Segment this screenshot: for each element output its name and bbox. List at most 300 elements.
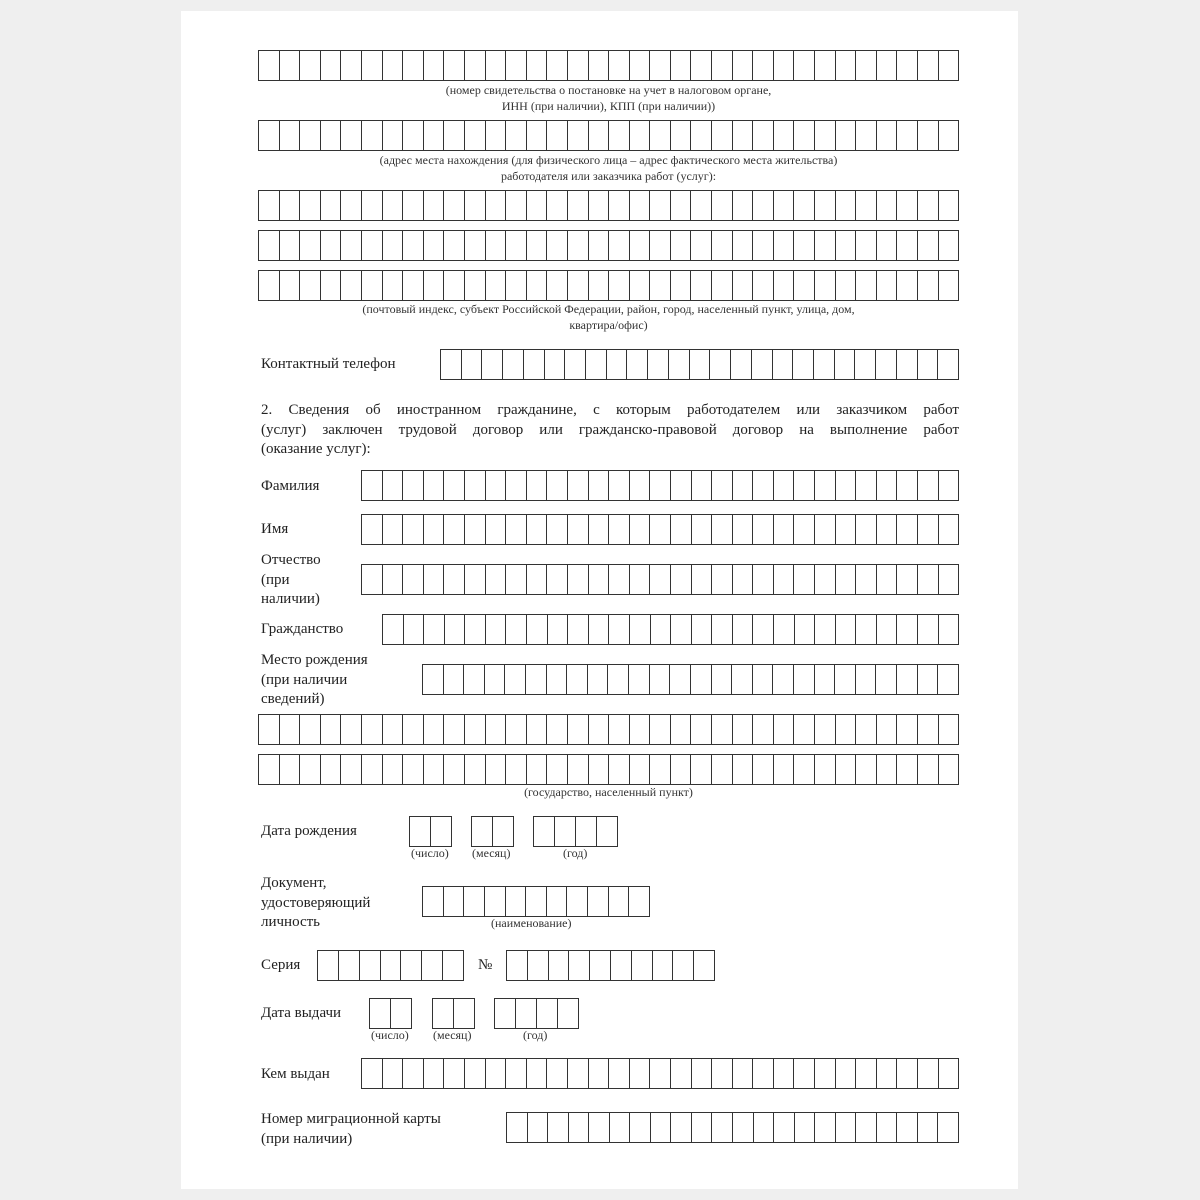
char-cell[interactable] <box>939 755 959 784</box>
char-cell[interactable] <box>506 231 527 260</box>
char-cell[interactable] <box>465 231 486 260</box>
char-cell[interactable] <box>568 121 589 150</box>
char-cell[interactable] <box>362 715 383 744</box>
char-cell[interactable] <box>774 565 795 594</box>
char-cell[interactable] <box>712 471 733 500</box>
char-cell[interactable] <box>650 51 671 80</box>
char-cell[interactable] <box>568 515 589 544</box>
char-cell[interactable] <box>464 887 485 916</box>
char-cell[interactable] <box>650 191 671 220</box>
char-cell[interactable] <box>733 515 754 544</box>
char-cell[interactable] <box>877 191 898 220</box>
char-cell[interactable] <box>321 271 342 300</box>
char-cell[interactable] <box>939 121 959 150</box>
char-cell[interactable] <box>589 231 610 260</box>
char-cell[interactable] <box>691 271 712 300</box>
char-cell[interactable] <box>569 951 590 980</box>
postal-address-boxes-1[interactable] <box>258 190 959 221</box>
document-name-boxes[interactable] <box>422 886 650 917</box>
char-cell[interactable] <box>691 121 712 150</box>
char-cell[interactable] <box>589 471 610 500</box>
char-cell[interactable] <box>753 471 774 500</box>
char-cell[interactable] <box>897 755 918 784</box>
issue-date-month-boxes[interactable] <box>432 998 475 1029</box>
char-cell[interactable] <box>506 515 527 544</box>
char-cell[interactable] <box>454 999 474 1028</box>
char-cell[interactable] <box>401 951 422 980</box>
char-cell[interactable] <box>321 231 342 260</box>
char-cell[interactable] <box>691 755 712 784</box>
char-cell[interactable] <box>611 951 632 980</box>
char-cell[interactable] <box>486 565 507 594</box>
char-cell[interactable] <box>527 191 548 220</box>
char-cell[interactable] <box>383 191 404 220</box>
char-cell[interactable] <box>897 271 918 300</box>
char-cell[interactable] <box>465 715 486 744</box>
char-cell[interactable] <box>528 1113 549 1142</box>
char-cell[interactable] <box>815 755 836 784</box>
char-cell[interactable] <box>588 887 609 916</box>
char-cell[interactable] <box>671 231 692 260</box>
char-cell[interactable] <box>815 191 836 220</box>
char-cell[interactable] <box>712 121 733 150</box>
char-cell[interactable] <box>712 231 733 260</box>
char-cell[interactable] <box>576 817 597 846</box>
char-cell[interactable] <box>568 471 589 500</box>
char-cell[interactable] <box>465 515 486 544</box>
char-cell[interactable] <box>547 665 568 694</box>
char-cell[interactable] <box>465 755 486 784</box>
postal-address-boxes-3[interactable] <box>258 270 959 301</box>
char-cell[interactable] <box>403 471 424 500</box>
char-cell[interactable] <box>836 755 857 784</box>
char-cell[interactable] <box>506 1059 527 1088</box>
char-cell[interactable] <box>486 231 507 260</box>
char-cell[interactable] <box>897 231 918 260</box>
char-cell[interactable] <box>712 665 733 694</box>
char-cell[interactable] <box>486 51 507 80</box>
char-cell[interactable] <box>609 715 630 744</box>
char-cell[interactable] <box>653 951 674 980</box>
char-cell[interactable] <box>918 271 939 300</box>
char-cell[interactable] <box>918 350 939 379</box>
char-cell[interactable] <box>300 231 321 260</box>
char-cell[interactable] <box>341 51 362 80</box>
char-cell[interactable] <box>506 887 527 916</box>
char-cell[interactable] <box>733 191 754 220</box>
char-cell[interactable] <box>795 1113 816 1142</box>
char-cell[interactable] <box>918 515 939 544</box>
char-cell[interactable] <box>733 615 754 644</box>
char-cell[interactable] <box>897 51 918 80</box>
char-cell[interactable] <box>671 191 692 220</box>
char-cell[interactable] <box>609 755 630 784</box>
char-cell[interactable] <box>465 191 486 220</box>
char-cell[interactable] <box>753 121 774 150</box>
char-cell[interactable] <box>856 1059 877 1088</box>
char-cell[interactable] <box>794 515 815 544</box>
char-cell[interactable] <box>691 665 712 694</box>
char-cell[interactable] <box>527 1059 548 1088</box>
char-cell[interactable] <box>710 350 731 379</box>
char-cell[interactable] <box>897 615 918 644</box>
char-cell[interactable] <box>424 715 445 744</box>
char-cell[interactable] <box>712 1113 733 1142</box>
char-cell[interactable] <box>753 565 774 594</box>
char-cell[interactable] <box>938 350 958 379</box>
char-cell[interactable] <box>794 665 815 694</box>
name-boxes[interactable] <box>361 514 959 545</box>
char-cell[interactable] <box>462 350 483 379</box>
char-cell[interactable] <box>424 271 445 300</box>
char-cell[interactable] <box>383 231 404 260</box>
char-cell[interactable] <box>671 715 692 744</box>
char-cell[interactable] <box>259 755 280 784</box>
char-cell[interactable] <box>516 999 537 1028</box>
char-cell[interactable] <box>939 471 959 500</box>
char-cell[interactable] <box>362 271 383 300</box>
char-cell[interactable] <box>774 1113 795 1142</box>
char-cell[interactable] <box>465 1059 486 1088</box>
char-cell[interactable] <box>794 755 815 784</box>
char-cell[interactable] <box>506 715 527 744</box>
char-cell[interactable] <box>815 231 836 260</box>
char-cell[interactable] <box>381 951 402 980</box>
char-cell[interactable] <box>547 121 568 150</box>
char-cell[interactable] <box>650 121 671 150</box>
char-cell[interactable] <box>794 231 815 260</box>
char-cell[interactable] <box>630 755 651 784</box>
char-cell[interactable] <box>897 665 918 694</box>
char-cell[interactable] <box>673 951 694 980</box>
char-cell[interactable] <box>609 121 630 150</box>
char-cell[interactable] <box>671 1113 692 1142</box>
char-cell[interactable] <box>609 615 630 644</box>
char-cell[interactable] <box>360 951 381 980</box>
char-cell[interactable] <box>321 51 342 80</box>
char-cell[interactable] <box>650 715 671 744</box>
char-cell[interactable] <box>651 615 672 644</box>
char-cell[interactable] <box>630 191 651 220</box>
char-cell[interactable] <box>815 665 836 694</box>
char-cell[interactable] <box>321 121 342 150</box>
char-cell[interactable] <box>939 191 959 220</box>
char-cell[interactable] <box>568 565 589 594</box>
char-cell[interactable] <box>609 191 630 220</box>
char-cell[interactable] <box>526 887 547 916</box>
char-cell[interactable] <box>939 1059 959 1088</box>
char-cell[interactable] <box>794 565 815 594</box>
char-cell[interactable] <box>753 755 774 784</box>
char-cell[interactable] <box>671 755 692 784</box>
char-cell[interactable] <box>733 1113 754 1142</box>
char-cell[interactable] <box>836 121 857 150</box>
char-cell[interactable] <box>794 271 815 300</box>
char-cell[interactable] <box>692 515 713 544</box>
char-cell[interactable] <box>939 565 959 594</box>
char-cell[interactable] <box>897 121 918 150</box>
char-cell[interactable] <box>403 191 424 220</box>
char-cell[interactable] <box>712 51 733 80</box>
char-cell[interactable] <box>485 887 506 916</box>
char-cell[interactable] <box>897 1113 918 1142</box>
char-cell[interactable] <box>589 1113 610 1142</box>
char-cell[interactable] <box>795 615 816 644</box>
char-cell[interactable] <box>547 715 568 744</box>
char-cell[interactable] <box>391 999 411 1028</box>
char-cell[interactable] <box>836 271 857 300</box>
char-cell[interactable] <box>733 471 754 500</box>
char-cell[interactable] <box>733 755 754 784</box>
char-cell[interactable] <box>259 271 280 300</box>
char-cell[interactable] <box>650 271 671 300</box>
char-cell[interactable] <box>590 951 611 980</box>
char-cell[interactable] <box>589 715 610 744</box>
char-cell[interactable] <box>733 231 754 260</box>
char-cell[interactable] <box>527 615 548 644</box>
char-cell[interactable] <box>527 121 548 150</box>
char-cell[interactable] <box>589 615 610 644</box>
char-cell[interactable] <box>650 1059 671 1088</box>
char-cell[interactable] <box>793 350 814 379</box>
char-cell[interactable] <box>464 665 485 694</box>
char-cell[interactable] <box>565 350 586 379</box>
char-cell[interactable] <box>856 665 877 694</box>
char-cell[interactable] <box>486 1059 507 1088</box>
char-cell[interactable] <box>897 1059 918 1088</box>
char-cell[interactable] <box>876 350 897 379</box>
char-cell[interactable] <box>524 350 545 379</box>
char-cell[interactable] <box>856 471 877 500</box>
char-cell[interactable] <box>630 565 651 594</box>
char-cell[interactable] <box>692 1059 713 1088</box>
char-cell[interactable] <box>918 51 939 80</box>
char-cell[interactable] <box>774 1059 795 1088</box>
char-cell[interactable] <box>630 1059 651 1088</box>
char-cell[interactable] <box>597 817 617 846</box>
char-cell[interactable] <box>444 1059 465 1088</box>
char-cell[interactable] <box>897 350 918 379</box>
char-cell[interactable] <box>527 755 548 784</box>
char-cell[interactable] <box>938 665 958 694</box>
char-cell[interactable] <box>280 51 301 80</box>
char-cell[interactable] <box>362 121 383 150</box>
char-cell[interactable] <box>259 231 280 260</box>
char-cell[interactable] <box>752 350 773 379</box>
char-cell[interactable] <box>773 350 794 379</box>
issue-date-day-boxes[interactable] <box>369 998 412 1029</box>
char-cell[interactable] <box>794 1059 815 1088</box>
char-cell[interactable] <box>486 471 507 500</box>
address-boxes[interactable] <box>258 120 959 151</box>
issue-date-year-boxes[interactable] <box>494 998 579 1029</box>
char-cell[interactable] <box>753 515 774 544</box>
char-cell[interactable] <box>383 1059 404 1088</box>
char-cell[interactable] <box>424 565 445 594</box>
char-cell[interactable] <box>815 1059 836 1088</box>
char-cell[interactable] <box>362 565 383 594</box>
char-cell[interactable] <box>444 515 465 544</box>
char-cell[interactable] <box>753 715 774 744</box>
char-cell[interactable] <box>495 999 516 1028</box>
char-cell[interactable] <box>774 271 795 300</box>
char-cell[interactable] <box>627 350 648 379</box>
char-cell[interactable] <box>794 471 815 500</box>
char-cell[interactable] <box>690 350 711 379</box>
char-cell[interactable] <box>589 515 610 544</box>
char-cell[interactable] <box>318 951 339 980</box>
char-cell[interactable] <box>939 715 959 744</box>
char-cell[interactable] <box>506 615 527 644</box>
char-cell[interactable] <box>630 271 651 300</box>
birthplace-boxes-2[interactable] <box>258 714 959 745</box>
char-cell[interactable] <box>445 615 466 644</box>
char-cell[interactable] <box>370 999 391 1028</box>
char-cell[interactable] <box>507 1113 528 1142</box>
char-cell[interactable] <box>733 565 754 594</box>
char-cell[interactable] <box>300 121 321 150</box>
char-cell[interactable] <box>671 615 692 644</box>
char-cell[interactable] <box>876 665 897 694</box>
char-cell[interactable] <box>630 715 651 744</box>
char-cell[interactable] <box>691 51 712 80</box>
char-cell[interactable] <box>651 1113 672 1142</box>
char-cell[interactable] <box>362 1059 383 1088</box>
char-cell[interactable] <box>918 615 939 644</box>
char-cell[interactable] <box>939 271 959 300</box>
char-cell[interactable] <box>548 615 569 644</box>
char-cell[interactable] <box>856 271 877 300</box>
char-cell[interactable] <box>630 615 651 644</box>
char-cell[interactable] <box>877 1059 898 1088</box>
char-cell[interactable] <box>280 755 301 784</box>
char-cell[interactable] <box>383 271 404 300</box>
birthdate-year-boxes[interactable] <box>533 816 618 847</box>
char-cell[interactable] <box>691 191 712 220</box>
char-cell[interactable] <box>547 1059 568 1088</box>
char-cell[interactable] <box>482 350 503 379</box>
issued-by-boxes[interactable] <box>361 1058 959 1089</box>
char-cell[interactable] <box>568 615 589 644</box>
char-cell[interactable] <box>362 51 383 80</box>
char-cell[interactable] <box>630 51 651 80</box>
char-cell[interactable] <box>549 951 570 980</box>
char-cell[interactable] <box>424 755 445 784</box>
char-cell[interactable] <box>493 817 513 846</box>
char-cell[interactable] <box>815 1113 836 1142</box>
char-cell[interactable] <box>465 471 486 500</box>
char-cell[interactable] <box>568 191 589 220</box>
char-cell[interactable] <box>836 565 857 594</box>
char-cell[interactable] <box>431 817 451 846</box>
char-cell[interactable] <box>403 1059 424 1088</box>
char-cell[interactable] <box>383 51 404 80</box>
char-cell[interactable] <box>650 231 671 260</box>
char-cell[interactable] <box>733 121 754 150</box>
char-cell[interactable] <box>608 665 629 694</box>
char-cell[interactable] <box>671 1059 692 1088</box>
char-cell[interactable] <box>856 755 877 784</box>
char-cell[interactable] <box>558 999 578 1028</box>
char-cell[interactable] <box>733 715 754 744</box>
char-cell[interactable] <box>527 565 548 594</box>
char-cell[interactable] <box>444 887 465 916</box>
char-cell[interactable] <box>607 350 628 379</box>
char-cell[interactable] <box>670 665 691 694</box>
char-cell[interactable] <box>632 951 653 980</box>
char-cell[interactable] <box>362 191 383 220</box>
char-cell[interactable] <box>300 755 321 784</box>
citizenship-boxes[interactable] <box>382 614 959 645</box>
surname-boxes[interactable] <box>361 470 959 501</box>
char-cell[interactable] <box>836 1059 857 1088</box>
char-cell[interactable] <box>918 191 939 220</box>
char-cell[interactable] <box>694 951 714 980</box>
char-cell[interactable] <box>527 715 548 744</box>
char-cell[interactable] <box>856 615 877 644</box>
char-cell[interactable] <box>648 350 669 379</box>
char-cell[interactable] <box>753 615 774 644</box>
char-cell[interactable] <box>609 887 630 916</box>
char-cell[interactable] <box>669 350 690 379</box>
postal-address-boxes-2[interactable] <box>258 230 959 261</box>
char-cell[interactable] <box>877 471 898 500</box>
char-cell[interactable] <box>485 665 506 694</box>
char-cell[interactable] <box>443 951 463 980</box>
char-cell[interactable] <box>939 231 959 260</box>
char-cell[interactable] <box>918 1113 939 1142</box>
char-cell[interactable] <box>423 887 444 916</box>
char-cell[interactable] <box>341 191 362 220</box>
char-cell[interactable] <box>472 817 493 846</box>
char-cell[interactable] <box>609 1059 630 1088</box>
char-cell[interactable] <box>794 715 815 744</box>
char-cell[interactable] <box>506 191 527 220</box>
char-cell[interactable] <box>424 471 445 500</box>
char-cell[interactable] <box>465 51 486 80</box>
char-cell[interactable] <box>259 121 280 150</box>
char-cell[interactable] <box>568 271 589 300</box>
char-cell[interactable] <box>280 715 301 744</box>
char-cell[interactable] <box>383 615 404 644</box>
char-cell[interactable] <box>692 565 713 594</box>
char-cell[interactable] <box>835 665 856 694</box>
char-cell[interactable] <box>877 755 898 784</box>
char-cell[interactable] <box>671 51 692 80</box>
char-cell[interactable] <box>300 715 321 744</box>
char-cell[interactable] <box>774 515 795 544</box>
char-cell[interactable] <box>671 271 692 300</box>
char-cell[interactable] <box>630 121 651 150</box>
char-cell[interactable] <box>568 755 589 784</box>
char-cell[interactable] <box>527 231 548 260</box>
char-cell[interactable] <box>547 471 568 500</box>
char-cell[interactable] <box>650 755 671 784</box>
char-cell[interactable] <box>754 1113 775 1142</box>
char-cell[interactable] <box>589 565 610 594</box>
char-cell[interactable] <box>794 51 815 80</box>
char-cell[interactable] <box>774 51 795 80</box>
char-cell[interactable] <box>410 817 431 846</box>
char-cell[interactable] <box>589 51 610 80</box>
char-cell[interactable] <box>527 51 548 80</box>
birthdate-month-boxes[interactable] <box>471 816 514 847</box>
char-cell[interactable] <box>712 515 733 544</box>
char-cell[interactable] <box>506 121 527 150</box>
char-cell[interactable] <box>897 715 918 744</box>
char-cell[interactable] <box>528 951 549 980</box>
tax-id-boxes[interactable] <box>258 50 959 81</box>
